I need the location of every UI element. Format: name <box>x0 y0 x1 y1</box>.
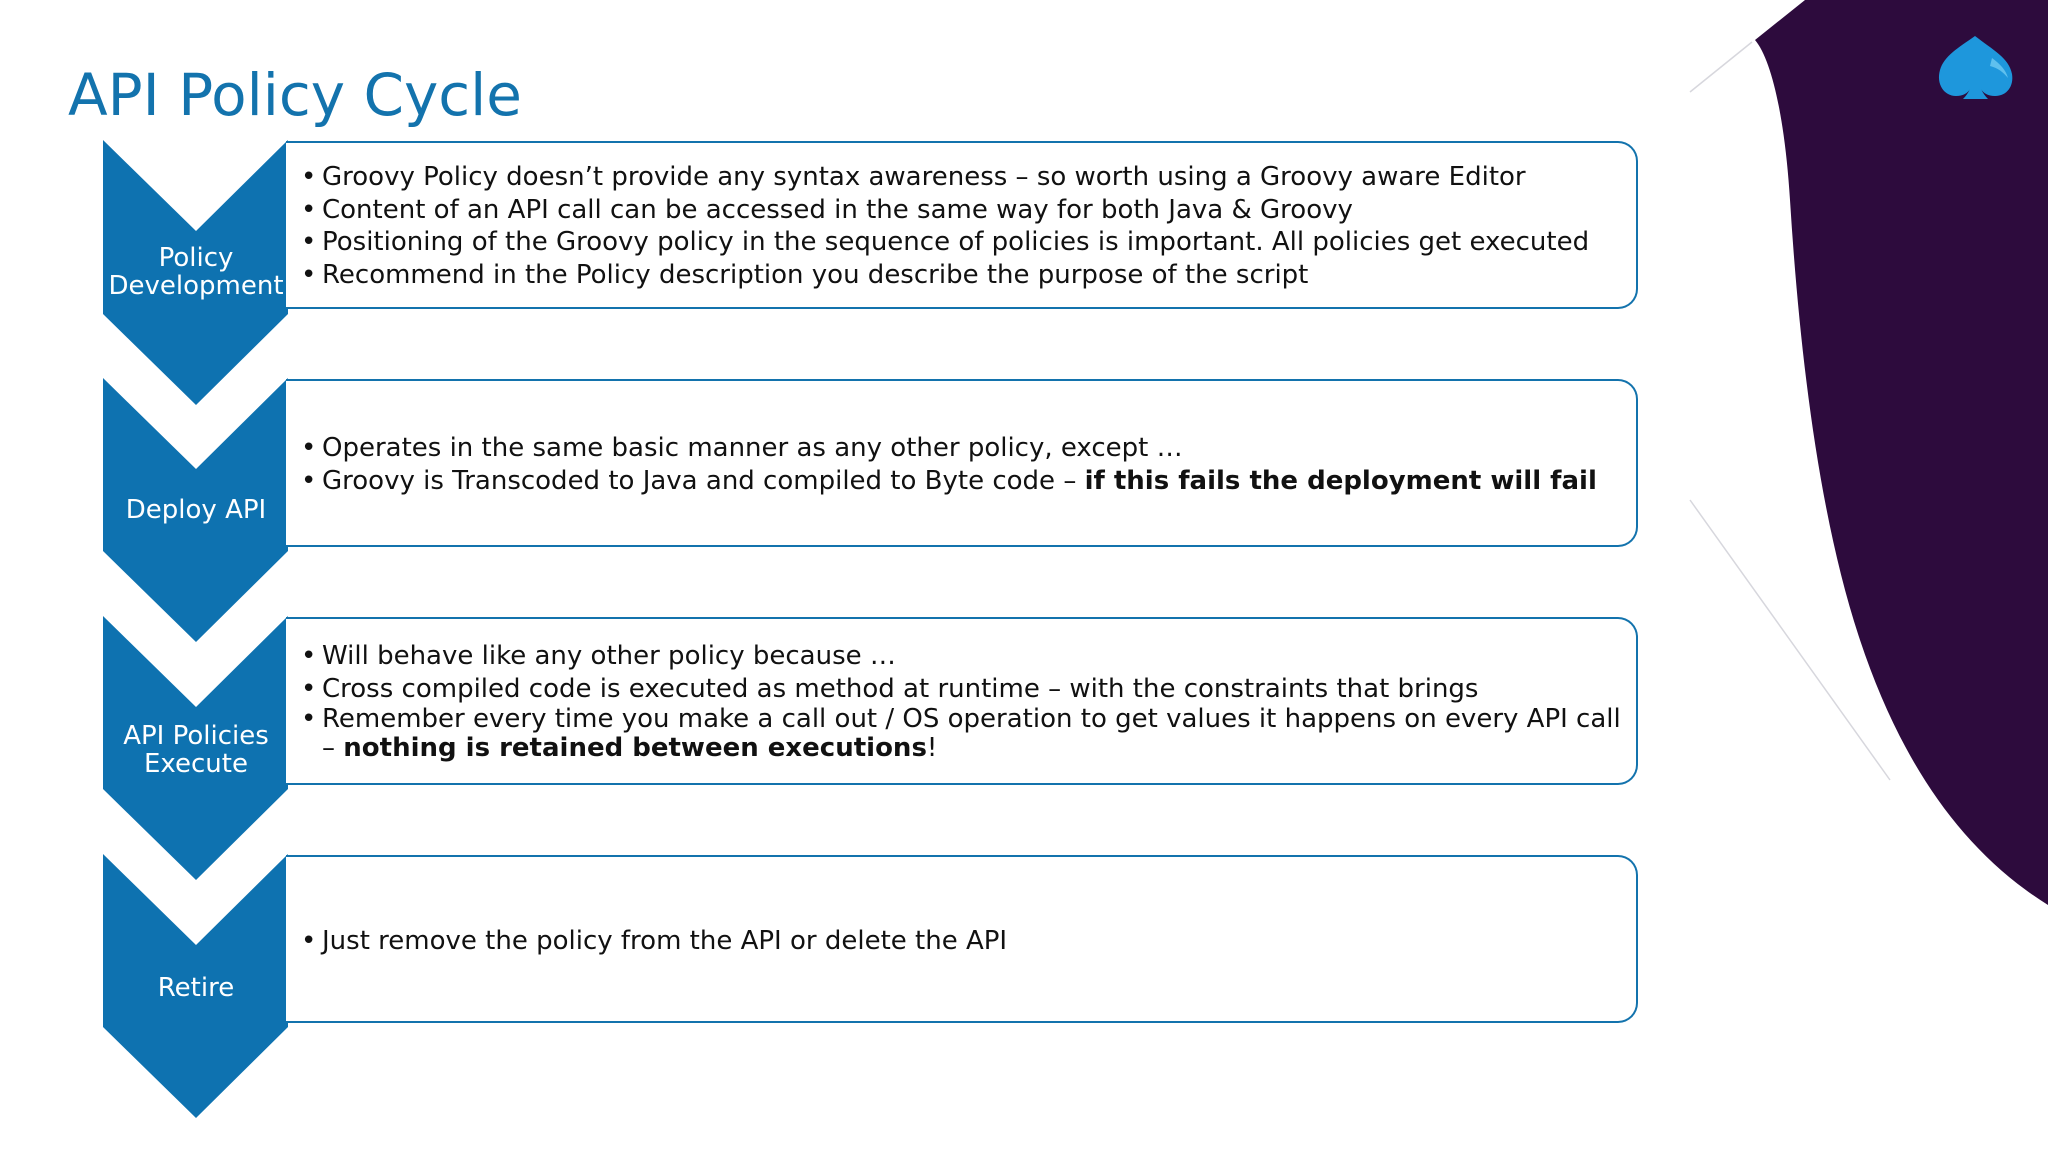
list-item: • Content of an API call can be accessed in the same way for both Java & Groovy <box>301 194 1631 227</box>
list-item: • Operates in the same basic manner as any other policy, except … <box>301 432 1631 465</box>
list-item: • Cross compiled code is executed as method at runtime – with the constraints that brings <box>301 673 1631 706</box>
bullet-list-retire <box>301 925 1631 958</box>
list-item: • Remember every time you make a call out / OS operation to get values it happens on every API call <box>301 705 1631 734</box>
list-item-continuation: – nothing is retained between executions! <box>322 733 938 763</box>
stage-label-api-policies-execute: API Policies Execute <box>123 721 269 779</box>
stage-label-deploy-api: Deploy API <box>125 495 267 525</box>
purple-swoosh-shape <box>1755 0 2048 905</box>
bullet-list-deploy-api <box>301 432 1631 497</box>
stage-label-policy-development: Policy Development <box>108 243 284 301</box>
list-item: • Positioning of the Groovy policy in the sequence of policies is important. All policies get executed <box>301 226 1631 259</box>
list-item: • Just remove the policy from the API or delete the API <box>301 925 1631 958</box>
list-item: • Recommend in the Policy description you describe the purpose of the script <box>301 259 1631 292</box>
page-title: API Policy Cycle <box>68 61 522 129</box>
list-item: • Will behave like any other policy because … <box>301 640 1631 673</box>
list-item: • Groovy Policy doesn’t provide any syntax awareness – so worth using a Groovy aware Editor <box>301 161 1631 194</box>
list-item: • Groovy is Transcoded to Java and compiled to Byte code – if this fails the deployment will fail <box>301 465 1631 498</box>
stage-label-retire: Retire <box>157 973 235 1003</box>
bullet-list-policy-development <box>301 161 1631 291</box>
bullet-list-api-policies-execute <box>301 640 1631 763</box>
decor-line-top <box>1690 42 1752 92</box>
